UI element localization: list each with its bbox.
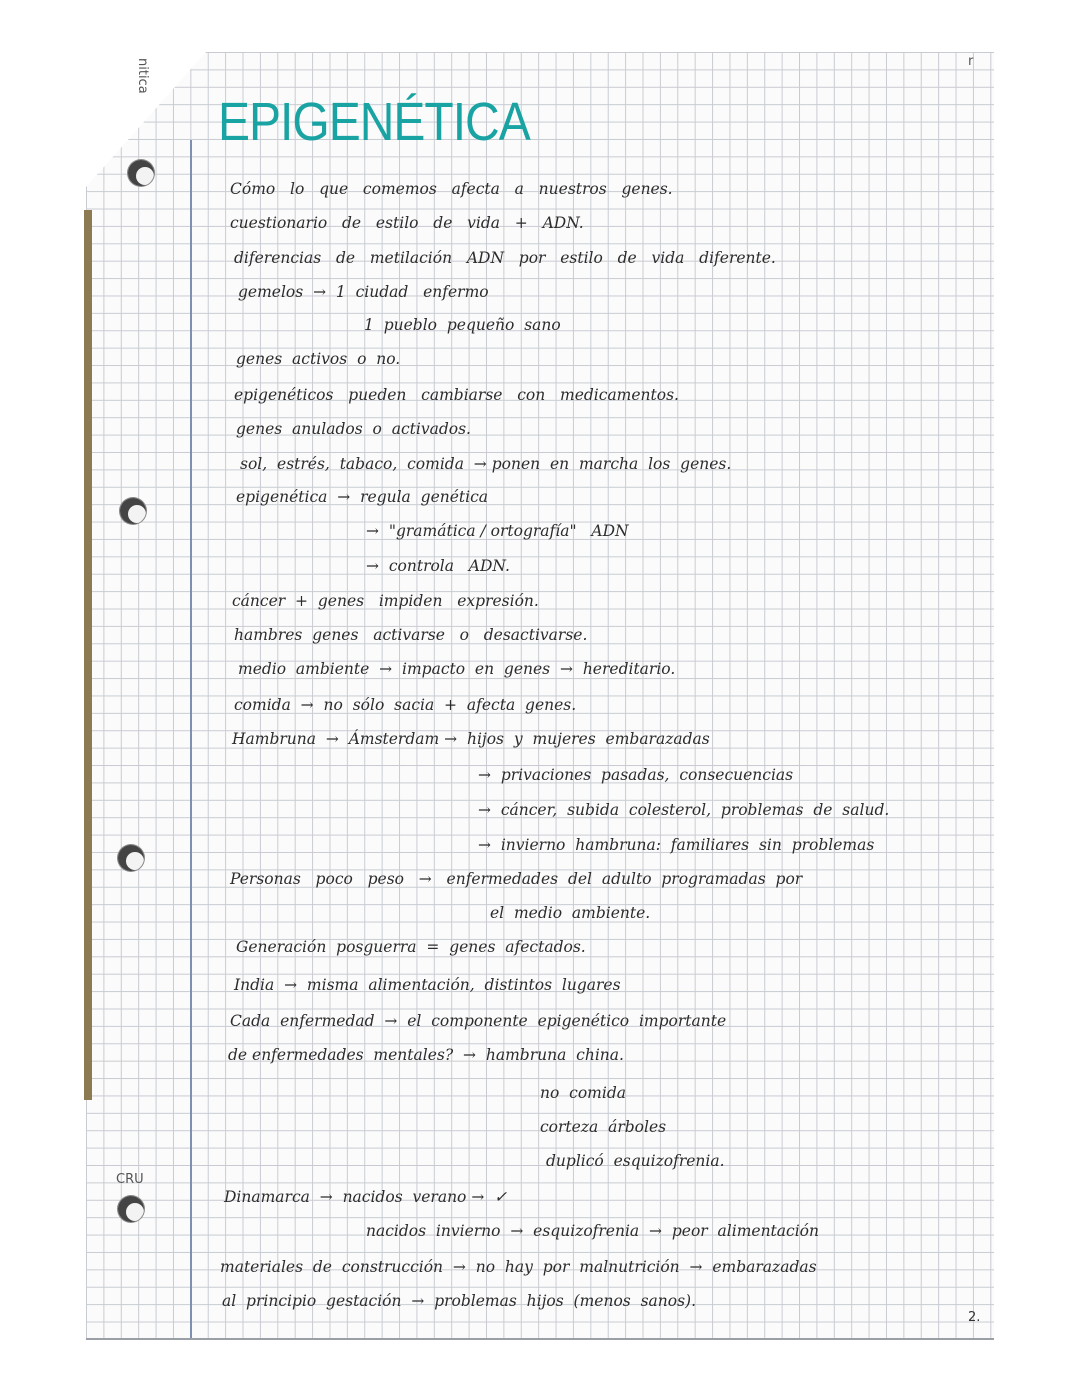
note-line: genes anulados o activados. [236, 420, 471, 438]
note-line: medio ambiente → impacto en genes → hereditario. [238, 660, 676, 678]
binder-hole [118, 1196, 144, 1222]
binder-hole [120, 498, 146, 524]
note-line: gemelos → 1 ciudad enfermo [238, 283, 489, 301]
note-line: materiales de construcción → no hay por malnutrición → embarazadas [220, 1258, 817, 1276]
note-line: Hambruna → Ámsterdam → hijos y mujeres embarazadas [232, 730, 710, 748]
note-line: Cada enfermedad → el componente epigenético importante [230, 1012, 727, 1030]
note-line: genes activos o no. [236, 350, 401, 368]
note-line: sol, estrés, tabaco, comida → ponen en marcha los genes. [240, 455, 732, 473]
binder-hole [118, 845, 144, 871]
page-title: EPIGENÉTICA [218, 93, 530, 153]
note-line: → invierno hambruna: familiares sin problemas [478, 836, 875, 854]
note-line: al principio gestación → problemas hijos (menos sanos). [222, 1292, 697, 1310]
page-edge [84, 210, 92, 1100]
note-line: corteza árboles [540, 1118, 667, 1136]
note-line: hambres genes activarse o desactivarse. [234, 626, 588, 644]
note-line: Dinamarca → nacidos verano → ✓ [224, 1188, 508, 1206]
note-line: India → misma alimentación, distintos lugares [234, 976, 621, 994]
note-line: nacidos invierno → esquizofrenia → peor alimentación [366, 1222, 819, 1240]
note-line: → "gramática / ortografía" ADN [366, 522, 629, 540]
page-number: 2. [968, 1310, 981, 1325]
note-line: no comida [540, 1084, 626, 1102]
note-line: comida → no sólo sacia + afecta genes. [234, 696, 577, 714]
binder-hole [128, 160, 154, 186]
note-line: duplicó esquizofrenia. [546, 1152, 725, 1170]
note-line: Cómo lo que comemos afecta a nuestros genes. [230, 180, 673, 198]
side-note: nitica [135, 58, 150, 94]
note-line: epigenética → regula genética [236, 488, 489, 506]
note-line: Personas poco peso → enfermedades del adulto programadas por [230, 870, 803, 888]
note-line: diferencias de metilación ADN por estilo de vida diferente. [234, 249, 776, 267]
note-line: el medio ambiente. [490, 904, 651, 922]
note-line: cáncer + genes impiden expresión. [232, 592, 539, 610]
margin-line [190, 140, 192, 1340]
note-line: de enfermedades mentales? → hambruna china. [228, 1046, 624, 1064]
note-line: → privaciones pasadas, consecuencias [478, 766, 794, 784]
note-line: epigenéticos pueden cambiarse con medicamentos. [234, 386, 679, 404]
corner-mark: r [968, 54, 974, 69]
note-line: 1 pueblo pequeño sano [364, 316, 561, 334]
note-line: Generación posguerra = genes afectados. [236, 938, 586, 956]
note-line: cuestionario de estilo de vida + ADN. [230, 214, 584, 232]
side-note: CRU [116, 1172, 144, 1187]
note-line: → controla ADN. [366, 557, 510, 575]
note-line: → cáncer, subida colesterol, problemas de salud. [478, 801, 890, 819]
